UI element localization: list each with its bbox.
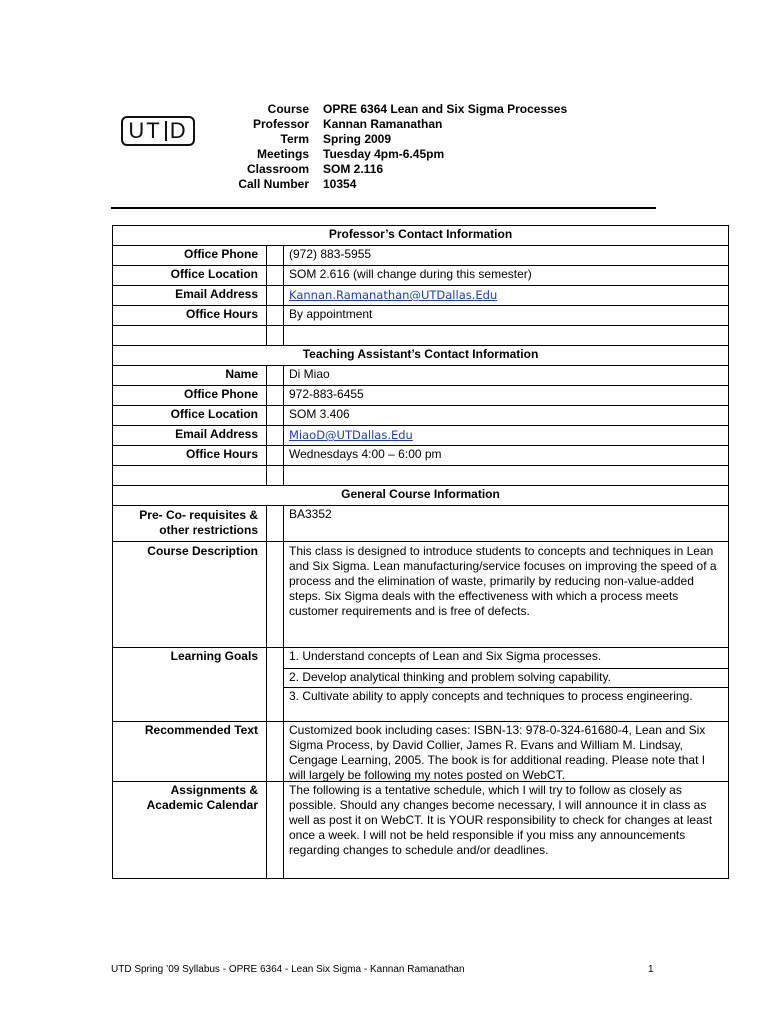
ta-contact-heading: Teaching Assistant’s Contact Information bbox=[302, 347, 539, 361]
professor-contact-heading: Professor’s Contact Information bbox=[328, 227, 513, 241]
classroom-value: SOM 2.116 bbox=[323, 162, 384, 176]
prof-office-phone-value: (972) 883-5955 bbox=[289, 247, 372, 261]
row-divider bbox=[113, 305, 728, 306]
row-divider bbox=[113, 325, 728, 326]
column-divider bbox=[283, 505, 284, 879]
row-divider bbox=[283, 687, 728, 688]
row-divider bbox=[283, 668, 728, 669]
call-number-row bbox=[0, 177, 768, 192]
prof-email-label: Email Address bbox=[175, 287, 258, 301]
prereq-value: BA3352 bbox=[289, 507, 332, 521]
row-divider bbox=[113, 425, 728, 426]
ta-name-label: Name bbox=[225, 367, 258, 381]
row-divider bbox=[113, 505, 728, 506]
row-divider bbox=[113, 721, 728, 722]
ta-office-hours-label: Office Hours bbox=[185, 447, 258, 461]
general-info-heading: General Course Information bbox=[341, 487, 500, 501]
page-number: 1 bbox=[648, 964, 654, 975]
ta-name-value: Di Miao bbox=[289, 367, 330, 381]
prof-office-hours-value: By appointment bbox=[289, 307, 373, 321]
course-label: Course bbox=[267, 102, 309, 116]
description-text: This class is designed to introduce students to concepts and techniques in Lean and Six Sigma. Lean manufacturing/service focuses on improving the speed of a process and the elimination of waste, primarily by reducing non-value-added steps. Six Sigma deals with the effectiveness with which a process meets customer requirements and is free of defects. bbox=[289, 544, 717, 618]
course-value: OPRE 6364 Lean and Six Sigma Processes bbox=[323, 102, 568, 116]
row-divider bbox=[113, 365, 728, 366]
logo-text-left: UT bbox=[128, 118, 162, 143]
ta-office-hours-value: Wednesdays 4:00 – 6:00 pm bbox=[289, 447, 442, 461]
term-label: Term bbox=[280, 132, 309, 146]
assignments-label-line2: Academic Calendar bbox=[146, 798, 258, 812]
term-value: Spring 2009 bbox=[323, 132, 392, 146]
classroom-row bbox=[0, 162, 768, 177]
term-row bbox=[0, 132, 768, 147]
row-divider bbox=[113, 647, 728, 648]
ta-office-phone-value: 972-883-6455 bbox=[289, 387, 364, 401]
row-divider bbox=[113, 265, 728, 266]
row-divider bbox=[113, 465, 728, 466]
professor-row bbox=[0, 117, 768, 132]
column-divider bbox=[283, 245, 284, 345]
professor-label: Professor bbox=[252, 117, 309, 131]
prereq-label-line2: other restrictions bbox=[159, 523, 258, 537]
prof-office-location-label: Office Location bbox=[170, 267, 258, 281]
call-number-label: Call Number bbox=[238, 177, 309, 191]
classroom-label: Classroom bbox=[246, 162, 309, 176]
ta-email-link[interactable]: MiaoD@UTDallas.Edu bbox=[289, 428, 413, 442]
row-divider bbox=[113, 345, 728, 346]
meetings-row bbox=[0, 147, 768, 162]
prereq-label-line1: Pre- Co- requisites & bbox=[139, 508, 258, 522]
assignments-text: The following is a tentative schedule, which I will try to follow as closely as possible. Should any changes become necessary, I will announce it in class as well as post it on WebCT. It is YOUR responsibility to check for changes at least once a week. I will not be held responsible if you miss any announcements regarding changes to schedule and/or deadlines. bbox=[289, 783, 713, 857]
logo-text-right: D bbox=[169, 118, 188, 143]
ta-office-location-value: SOM 3.406 bbox=[289, 407, 350, 421]
learning-goal-1: 1. Understand concepts of Lean and Six Sigma processes. bbox=[289, 649, 602, 663]
column-divider bbox=[266, 505, 267, 879]
row-divider bbox=[113, 541, 728, 542]
row-divider bbox=[113, 485, 728, 486]
row-divider bbox=[113, 245, 728, 246]
footer-text: UTD Spring ’09 Syllabus - OPRE 6364 - Lean Six Sigma - Kannan Ramanathan bbox=[111, 964, 465, 975]
learning-goal-3: 3. Cultivate ability to apply concepts and techniques to process engineering. bbox=[289, 689, 693, 703]
recommended-text-label: Recommended Text bbox=[144, 723, 258, 737]
syllabus-table bbox=[112, 225, 729, 879]
prof-office-location-value: SOM 2.616 (will change during this semester) bbox=[289, 267, 532, 281]
ta-office-phone-label: Office Phone bbox=[183, 387, 258, 401]
row-divider bbox=[113, 285, 728, 286]
prof-office-hours-label: Office Hours bbox=[185, 307, 258, 321]
meetings-label: Meetings bbox=[256, 147, 309, 161]
recommended-text-value: Customized book including cases: ISBN-13: 978-0-324-61680-4, Lean and Six Sigma Process, by David Collier, James R. Evans and William M. Lindsay, Cengage Learning, 2005. The book is for additional reading. Please note that I will largely be following my notes posted on WebCT. bbox=[289, 723, 706, 782]
course-row bbox=[0, 102, 768, 117]
row-divider bbox=[113, 405, 728, 406]
learning-goal-2: 2. Develop analytical thinking and problem solving capability. bbox=[289, 670, 611, 684]
assignments-label-line1: Assignments & bbox=[170, 783, 258, 797]
row-divider bbox=[113, 385, 728, 386]
ta-email-label: Email Address bbox=[175, 427, 258, 441]
prof-email-link[interactable]: Kannan.Ramanathan@UTDallas.Edu bbox=[289, 288, 498, 302]
description-label: Course Description bbox=[147, 544, 258, 558]
row-divider bbox=[113, 445, 728, 446]
professor-value: Kannan Ramanathan bbox=[323, 117, 443, 131]
call-number-value: 10354 bbox=[323, 177, 357, 191]
ta-office-location-label: Office Location bbox=[170, 407, 258, 421]
meetings-value: Tuesday 4pm-6.45pm bbox=[323, 147, 445, 161]
learning-goals-label: Learning Goals bbox=[170, 649, 258, 663]
prof-office-phone-label: Office Phone bbox=[183, 247, 258, 261]
column-divider bbox=[266, 245, 267, 345]
header-rule bbox=[111, 207, 656, 209]
